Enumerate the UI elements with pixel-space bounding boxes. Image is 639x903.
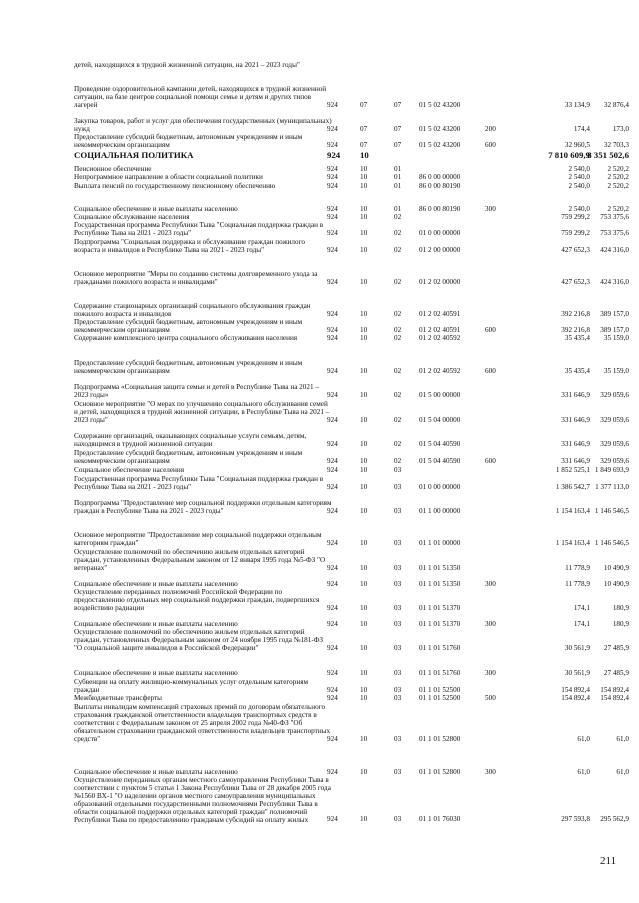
- row-expense-type: 300: [485, 768, 496, 777]
- row-amount-2023: 154 892,4: [600, 686, 629, 695]
- row-amount-2022: 1 386 542,7: [555, 483, 590, 492]
- row-amount-2023: 389 157,0: [600, 310, 629, 319]
- row-amount-2023: 329 059,6: [600, 416, 629, 425]
- row-amount-2023: 329 059,6: [600, 440, 629, 449]
- row-target-article: 01 5 02 43200: [419, 141, 461, 150]
- row-grbs: 924: [327, 326, 338, 335]
- row-grbs: 924: [327, 334, 338, 343]
- row-amount-2022: 759 299,2: [561, 229, 590, 238]
- row-target-article: 01 1 01 52500: [419, 686, 461, 695]
- row-target-article: 01 2 02 40592: [419, 334, 461, 343]
- row-name: Основное мероприятие "О мерах по улучшению социального обслуживания семей и детей, находящихся в трудной жизненной ситуации, в Республике Тыва на 2021 – 2023 годы": [74, 400, 330, 424]
- row-subsection: 01: [394, 182, 402, 191]
- row-name: Пенсионное обеспечение: [74, 165, 152, 173]
- row-target-article: 01 5 02 43200: [419, 101, 461, 110]
- row-section: 10: [360, 334, 368, 343]
- row-amount-2023: 424 316,0: [600, 278, 629, 287]
- row-grbs: 924: [327, 457, 338, 466]
- row-expense-type: 600: [485, 367, 496, 376]
- row-amount-2023: 180,9: [612, 620, 629, 629]
- row-subsection: 02: [394, 246, 402, 255]
- row-target-article: 01 0 00 00000: [419, 483, 461, 492]
- row-grbs: 924: [327, 644, 338, 653]
- row-subsection: 03: [394, 620, 402, 629]
- row-amount-2023: 1 146 546,5: [594, 507, 629, 516]
- row-section: 10: [360, 367, 368, 376]
- row-name: Основное мероприятие "Предоставление мер социальной поддержки отдельным категориям граждан": [74, 531, 322, 547]
- row-name: Подпрограмма "Предоставление мер социальной поддержки отдельным категориям граждан в Республике Тыва на 2021 - 2023 годы": [74, 499, 332, 515]
- row-subsection: 01: [394, 165, 402, 174]
- row-amount-2022: 11 778,9: [565, 580, 590, 589]
- row-expense-type: 600: [485, 141, 496, 150]
- row-subsection: 02: [394, 278, 402, 287]
- row-grbs: 924: [327, 768, 338, 777]
- row-section: 10: [360, 694, 368, 703]
- row-section: 10: [360, 686, 368, 695]
- row-section: 10: [360, 580, 368, 589]
- row-amount-2022: 30 561,9: [564, 669, 590, 678]
- row-target-article: 01 5 02 43200: [419, 125, 461, 134]
- row-amount-2022: 61,0: [577, 768, 590, 777]
- row-amount-2023: 35 159,0: [603, 334, 629, 343]
- row-section: 10: [360, 735, 368, 744]
- row-subsection: 01: [394, 173, 402, 182]
- row-amount-2023: 2 520,2: [607, 165, 629, 174]
- row-name: Социальное обеспечение и иные выплаты населению: [74, 768, 238, 776]
- row-amount-2022: 2 540,0: [568, 205, 590, 214]
- row-amount-2023: 424 316,0: [600, 246, 629, 255]
- row-amount-2022: 35 435,4: [564, 334, 590, 343]
- row-section: 07: [360, 141, 368, 150]
- row-amount-2023: 10 490,9: [603, 580, 629, 589]
- row-expense-type: 600: [485, 457, 496, 466]
- row-grbs: 924: [327, 213, 338, 222]
- row-name: Закупка товаров, работ и услуг для обеспечения государственных (муниципальных) нужд: [74, 117, 332, 133]
- row-amount-2023: 2 520,2: [607, 205, 629, 214]
- row-section: 10: [360, 483, 368, 492]
- row-grbs: 924: [327, 440, 338, 449]
- row-name: Социальное обслуживание населения: [74, 213, 190, 221]
- row-section: 10: [360, 768, 368, 777]
- row-target-article: 01 1 01 00000: [419, 539, 461, 548]
- row-name: Социальное обеспечение и иные выплаты населению: [74, 205, 238, 213]
- row-subsection: 07: [394, 101, 402, 110]
- row-amount-2023: 27 485,9: [603, 644, 629, 653]
- row-target-article: 86 0 00 80190: [419, 205, 461, 214]
- row-subsection: 03: [394, 669, 402, 678]
- row-amount-2022: 1 154 163,4: [555, 539, 590, 548]
- row-amount-2023: 753 375,6: [600, 213, 629, 222]
- row-name: Проведение оздоровительной кампании детей, находящихся в трудной жизненной ситуации, на базе центров социальной помощи семье и детям и других типов лагерей: [74, 85, 327, 109]
- row-grbs: 924: [327, 539, 338, 548]
- row-name: Содержание стационарных организаций социального обслуживания граждан пожилого возраста и инвалидов: [74, 302, 311, 318]
- row-amount-2023: 1 849 693,9: [594, 466, 629, 475]
- row-name: Осуществление полномочий по обеспечению жильем отдельных категорий граждан, установленных Федеральным законом от 24 ноября 1995 года №181-ФЗ "О социальной защите инвалидов в Российской Федерации": [74, 628, 324, 652]
- row-amount-2022: 331 646,9: [561, 457, 590, 466]
- row-grbs: 924: [327, 483, 338, 492]
- row-subsection: 03: [394, 815, 402, 824]
- row-amount-2023: 389 157,0: [600, 326, 629, 335]
- row-name: Осуществление переданных органам местного самоуправления Республики Тыва в соответствии с пунктом 5 статьи 1 Закона Республики Тыва от 28 декабря 2005 года №1560 ВХ-1 "О наделении органов местного самоуправления муниципальных образований отдельными государственными полномочиями Республики Тыва в области социальной поддержки отдельных категорий граждан" полномочий Республики Тыва по предоставлению гражданам субсидий на оплату жилых: [74, 776, 331, 824]
- row-amount-2022: 427 652,3: [561, 278, 590, 287]
- row-section: 07: [360, 125, 368, 134]
- row-grbs: 924: [327, 173, 338, 182]
- row-subsection: 02: [394, 334, 402, 343]
- row-amount-2022: 154 892,4: [561, 694, 590, 703]
- row-amount-2022: 174,4: [573, 125, 590, 134]
- row-amount-2022: 392 216,8: [561, 310, 590, 319]
- row-target-article: 01 1 01 76030: [419, 815, 461, 824]
- row-name: Социальное обеспечение населения: [74, 466, 185, 474]
- row-amount-2023: 61,0: [616, 735, 629, 744]
- row-grbs: 924: [327, 416, 338, 425]
- row-expense-type: 600: [485, 326, 496, 335]
- row-target-article: 86 0 00 00000: [419, 173, 461, 182]
- row-subsection: 02: [394, 213, 402, 222]
- row-grbs: 924: [327, 669, 338, 678]
- row-section: 10: [360, 507, 368, 516]
- row-amount-2023: 295 562,9: [600, 815, 629, 824]
- row-target-article: 01 1 01 52500: [419, 694, 461, 703]
- row-target-article: 01 2 02 40592: [419, 367, 461, 376]
- row-target-article: 01 5 04 00000: [419, 416, 461, 425]
- row-amount-2022: 331 646,9: [561, 391, 590, 400]
- row-amount-2023: 32 876,4: [603, 101, 629, 110]
- row-grbs: 924: [327, 246, 338, 255]
- row-subsection: 02: [394, 229, 402, 238]
- row-expense-type: 200: [485, 125, 496, 134]
- row-section: 10: [360, 815, 368, 824]
- row-name: Подпрограмма "Социальная поддержка и обслуживание граждан пожилого возраста и инвалидов в Республике Тыва на 2021 - 2023 годы": [74, 238, 305, 254]
- row-amount-2022: 61,0: [577, 735, 590, 744]
- row-subsection: 02: [394, 391, 402, 400]
- row-grbs: 924: [327, 310, 338, 319]
- row-name: Подпрограмма «Социальная защита семьи и детей в Республике Тыва на 2021 – 2023 годы»: [74, 383, 319, 399]
- row-name: Содержание организаций, оказывающих социальные услуги семьям, детям, находящимся в трудной жизненной ситуации: [74, 432, 307, 448]
- row-grbs: 924: [327, 604, 338, 613]
- row-name: Содержание комплексного центра социального обслуживания населения: [74, 334, 298, 342]
- row-section: 10: [360, 182, 368, 191]
- row-section: 10: [360, 310, 368, 319]
- row-amount-2023: 10 490,9: [603, 564, 629, 573]
- row-target-article: 01 1 01 51760: [419, 644, 461, 653]
- row-subsection: 03: [394, 580, 402, 589]
- row-target-article: 01 1 01 52800: [419, 768, 461, 777]
- row-target-article: 01 2 02 40591: [419, 326, 461, 335]
- row-subsection: 03: [394, 644, 402, 653]
- row-grbs: 924: [327, 507, 338, 516]
- row-section: 10: [360, 669, 368, 678]
- row-amount-2023: 32 703,3: [603, 141, 629, 150]
- row-amount-2023: 27 485,9: [603, 669, 629, 678]
- row-target-article: 01 2 02 40591: [419, 310, 461, 319]
- row-grbs: 924: [327, 694, 338, 703]
- row-grbs: 924: [327, 815, 338, 824]
- row-section: 10: [360, 213, 368, 222]
- row-expense-type: 300: [485, 205, 496, 214]
- row-amount-2022: 33 134,9: [564, 101, 590, 110]
- row-amount-2022: 392 216,8: [561, 326, 590, 335]
- page-number: 211: [600, 855, 617, 867]
- row-target-article: 01 1 01 51370: [419, 604, 461, 613]
- row-amount-2023: 329 059,6: [600, 391, 629, 400]
- row-grbs: 924: [327, 466, 338, 475]
- row-grbs: 924: [327, 125, 338, 134]
- row-grbs: 924: [327, 141, 338, 150]
- row-name: Государственная программа Республики Тыва "Социальная поддержка граждан в Республике Тыва на 2021 - 2023 годы": [74, 221, 324, 237]
- row-target-article: 86 0 00 80190: [419, 182, 461, 191]
- row-amount-2022: 174,1: [573, 620, 590, 629]
- row-amount-2022: 759 299,2: [561, 213, 590, 222]
- row-section: 10: [360, 391, 368, 400]
- row-target-article: 01 5 04 40590: [419, 440, 461, 449]
- row-name: Социальное обеспечение и иные выплаты населению: [74, 669, 238, 677]
- row-section: 10: [360, 539, 368, 548]
- row-subsection: 02: [394, 310, 402, 319]
- row-target-article: 01 1 01 51350: [419, 564, 461, 573]
- row-amount-2022: 1 154 163,4: [555, 507, 590, 516]
- row-name: Государственная программа Республики Тыва "Социальная поддержка граждан в Республике Тыва на 2021 - 2023 годы": [74, 475, 324, 491]
- row-amount-2023: 2 520,2: [607, 182, 629, 191]
- row-expense-type: 500: [485, 694, 496, 703]
- row-name: Осуществление переданных полномочий Российской Федерации по предоставлению отдельных мер социальной поддержки граждан, подвергшихся воздействию радиации: [74, 588, 320, 612]
- row-amount-2022: 174,1: [573, 604, 590, 613]
- row-subsection: 03: [394, 768, 402, 777]
- row-subsection: 02: [394, 367, 402, 376]
- row-subsection: 03: [394, 507, 402, 516]
- row-section: 10: [360, 229, 368, 238]
- row-amount-2022: 154 892,4: [561, 686, 590, 695]
- row-subsection: 03: [394, 483, 402, 492]
- row-name: Предоставление субсидий бюджетным, автономным учреждениям и иным некоммерческим организациям: [74, 449, 303, 465]
- row-name: Межбюджетные трансферты: [74, 694, 162, 702]
- row-amount-2022: 35 435,4: [564, 367, 590, 376]
- row-amount-2022: 11 778,9: [565, 564, 590, 573]
- row-subsection: 03: [394, 735, 402, 744]
- row-amount-2023: 180,9: [612, 604, 629, 613]
- row-amount-2023: 35 159,0: [603, 367, 629, 376]
- row-grbs: 924: [327, 278, 338, 287]
- row-section: 07: [360, 101, 368, 110]
- row-amount-2022: 2 540,0: [568, 165, 590, 174]
- row-amount-2023: 154 892,4: [600, 694, 629, 703]
- row-grbs: 924: [327, 150, 341, 160]
- row-target-article: 01 2 02 00000: [419, 278, 461, 287]
- row-amount-2022: 30 561,9: [564, 644, 590, 653]
- row-subsection: 03: [394, 539, 402, 548]
- row-amount-2022: 2 540,0: [568, 173, 590, 182]
- row-section: 10: [360, 644, 368, 653]
- row-target-article: 01 1 01 51350: [419, 580, 461, 589]
- row-amount-2023: 753 375,6: [600, 229, 629, 238]
- row-grbs: 924: [327, 735, 338, 744]
- row-grbs: 924: [327, 686, 338, 695]
- row-target-article: 01 1 01 51370: [419, 620, 461, 629]
- row-section: 10: [360, 440, 368, 449]
- row-amount-2023: 2 520,2: [607, 173, 629, 182]
- row-target-article: 01 5 00 00000: [419, 391, 461, 400]
- row-expense-type: 300: [485, 620, 496, 629]
- row-name: СОЦИАЛЬНАЯ ПОЛИТИКА: [74, 150, 194, 160]
- row-grbs: 924: [327, 391, 338, 400]
- row-name: Социальное обеспечение и иные выплаты населению: [74, 620, 238, 628]
- row-section: 10: [360, 150, 369, 160]
- row-grbs: 924: [327, 620, 338, 629]
- row-grbs: 924: [327, 229, 338, 238]
- row-subsection: 01: [394, 205, 402, 214]
- row-grbs: 924: [327, 182, 338, 191]
- row-amount-2022: 427 652,3: [561, 246, 590, 255]
- row-amount-2023: 8 351 502,6: [587, 150, 629, 160]
- row-subsection: 07: [394, 125, 402, 134]
- row-amount-2022: 331 646,9: [561, 416, 590, 425]
- row-section: 10: [360, 466, 368, 475]
- row-amount-2023: 1 146 546,5: [594, 539, 629, 548]
- row-section: 10: [360, 620, 368, 629]
- row-section: 10: [360, 604, 368, 613]
- row-name: Выплаты инвалидам компенсаций страховых премий по договорам обязательного страхования гражданской ответственности владельцев транспортных средств в соответствии с Федеральным законом от 25 апреля 2002 года №40-ФЗ "Об обязательном страховании гражданской ответственности владельцев транспортных средств": [74, 703, 331, 743]
- row-section: 10: [360, 205, 368, 214]
- row-name: Предоставление субсидий бюджетным, автономным учреждениям и иным некоммерческим организациям: [74, 318, 303, 334]
- row-section: 10: [360, 278, 368, 287]
- row-name: Выплата пенсий по государственному пенсионному обеспечению: [74, 182, 276, 190]
- row-name: Социальное обеспечение и иные выплаты населению: [74, 580, 238, 588]
- row-section: 10: [360, 173, 368, 182]
- row-amount-2022: 7 810 609,9: [548, 150, 590, 160]
- row-subsection: 02: [394, 416, 402, 425]
- row-section: 10: [360, 326, 368, 335]
- row-target-article: 01 1 01 52800: [419, 735, 461, 744]
- row-target-article: 01 2 00 00000: [419, 246, 461, 255]
- row-section: 10: [360, 564, 368, 573]
- row-expense-type: 300: [485, 669, 496, 678]
- row-name: Субвенции на оплату жилищно-коммунальных услуг отдельным категориям граждан: [74, 678, 309, 694]
- row-target-article: 01 1 01 51760: [419, 669, 461, 678]
- row-section: 10: [360, 246, 368, 255]
- row-grbs: 924: [327, 165, 338, 174]
- row-subsection: 03: [394, 466, 402, 475]
- row-name: Основное мероприятие "Меры по созданию системы долговременного ухода за гражданами пожилого возраста и инвалидами": [74, 270, 318, 286]
- row-amount-2022: 331 646,9: [561, 440, 590, 449]
- row-amount-2023: 173,0: [612, 125, 629, 134]
- row-name: детей, находящихся в трудной жизненной ситуации, на 2021 – 2023 годы": [74, 61, 300, 69]
- row-amount-2022: 1 852 525,1: [555, 466, 590, 475]
- row-target-article: 01 5 04 40590: [419, 457, 461, 466]
- row-subsection: 02: [394, 326, 402, 335]
- row-section: 10: [360, 416, 368, 425]
- row-target-article: 01 1 00 00000: [419, 507, 461, 516]
- row-amount-2023: 1 377 113,0: [595, 483, 629, 492]
- row-target-article: 01 0 00 00000: [419, 229, 461, 238]
- row-section: 10: [360, 457, 368, 466]
- row-name: Предоставление субсидий бюджетным, автономным учреждениям и иным некоммерческим организациям: [74, 133, 303, 149]
- row-subsection: 03: [394, 604, 402, 613]
- row-amount-2023: 329 059,6: [600, 457, 629, 466]
- row-section: 10: [360, 165, 368, 174]
- row-amount-2022: 297 593,8: [561, 815, 590, 824]
- row-name: Предоставление субсидий бюджетным, автономным учреждениям и иным некоммерческим организациям: [74, 359, 303, 375]
- row-subsection: 02: [394, 457, 402, 466]
- row-subsection: 03: [394, 694, 402, 703]
- row-name: Непрограммное направление в области социальной политики: [74, 173, 263, 181]
- row-subsection: 03: [394, 686, 402, 695]
- row-amount-2023: 61,0: [616, 768, 629, 777]
- row-expense-type: 300: [485, 580, 496, 589]
- row-subsection: 02: [394, 440, 402, 449]
- row-grbs: 924: [327, 367, 338, 376]
- row-grbs: 924: [327, 564, 338, 573]
- row-grbs: 924: [327, 101, 338, 110]
- row-grbs: 924: [327, 205, 338, 214]
- row-name: Осуществление полномочий по обеспечению жильем отдельных категорий граждан, установленных Федеральным законом от 12 января 1995 года №5-ФЗ "О ветеранах": [74, 548, 326, 572]
- row-amount-2022: 32 960,5: [564, 141, 590, 150]
- row-amount-2022: 2 540,0: [568, 182, 590, 191]
- row-subsection: 07: [394, 141, 402, 150]
- row-subsection: 03: [394, 564, 402, 573]
- row-grbs: 924: [327, 580, 338, 589]
